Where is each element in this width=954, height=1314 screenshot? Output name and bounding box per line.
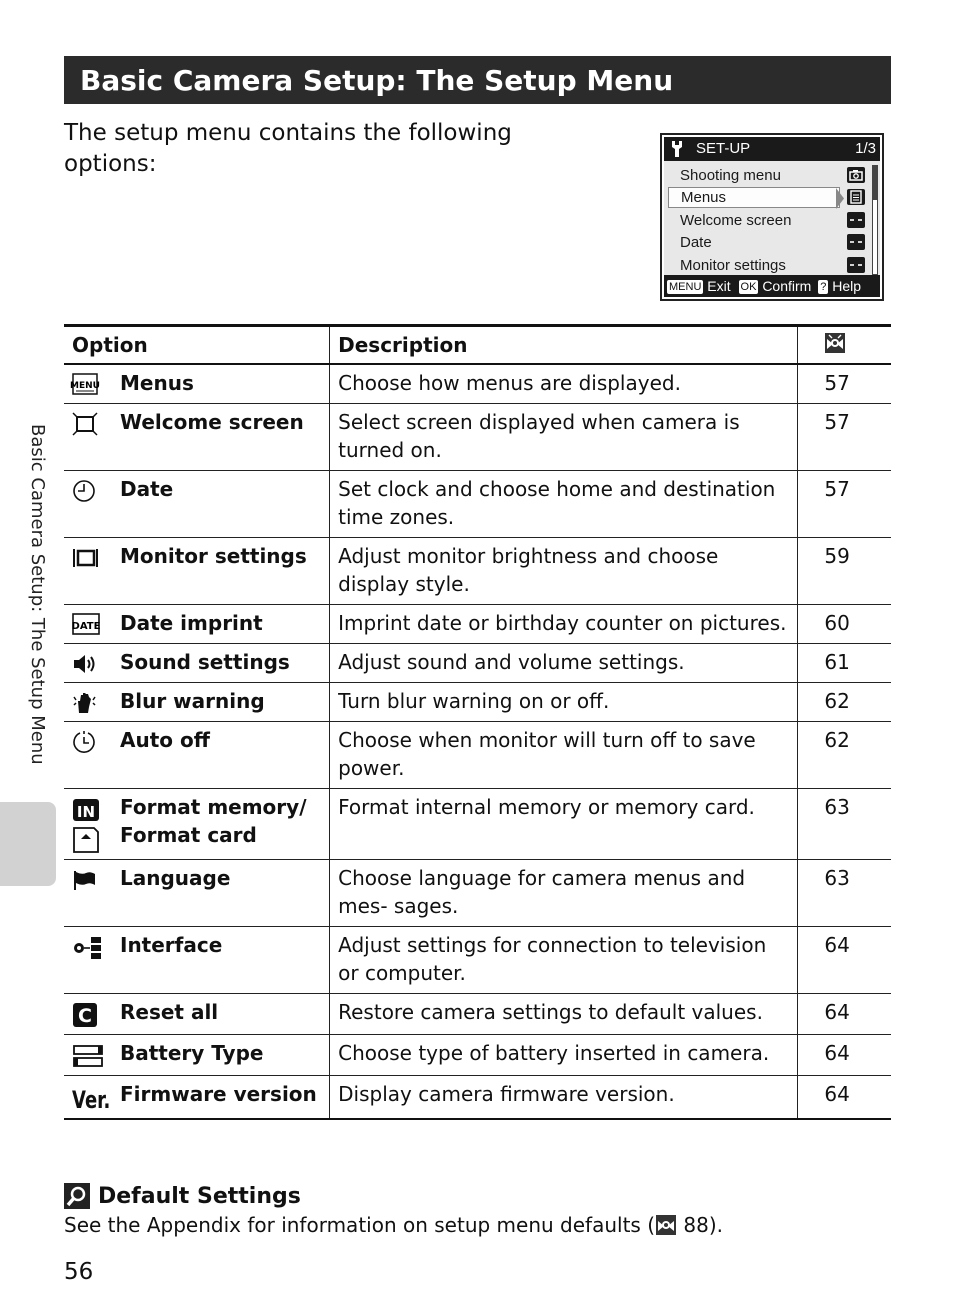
lcd-item-menus-selected: Menus	[668, 187, 840, 208]
table-row	[64, 789, 891, 860]
note-body	[64, 1213, 723, 1237]
page-cell: 63	[798, 789, 891, 860]
option-wrap	[64, 931, 321, 961]
lcd-header-page: 1/3	[855, 140, 876, 157]
page-cell: 60	[798, 605, 891, 644]
page-cell: 57	[798, 471, 891, 538]
note-body-text: See the Appendix for information on setup menu defaults (	[64, 1213, 655, 1237]
lcd-scrollbar	[872, 165, 878, 275]
option-cell	[64, 789, 330, 860]
chapter-side-label: Basic Camera Setup: The Setup Menu	[27, 424, 48, 765]
option-name: Welcome screen	[120, 410, 304, 434]
option-name: Firmware version	[120, 1082, 317, 1106]
option-wrap	[64, 687, 321, 715]
option-wrap	[64, 1080, 321, 1115]
table-row	[64, 683, 891, 722]
option-name: Format memory/ Format card	[120, 795, 307, 847]
option-wrap	[64, 648, 321, 676]
page-number: 56	[64, 1259, 94, 1285]
option-wrap	[64, 726, 321, 754]
option-name: Monitor settings	[120, 544, 307, 568]
header-option: Option	[64, 326, 330, 365]
lcd-scroll-thumb	[873, 166, 877, 200]
lcd-item-shooting-menu: Shooting menu	[680, 167, 781, 184]
option-name: Blur warning	[120, 689, 265, 713]
option-cell	[64, 683, 330, 722]
option-wrap	[64, 793, 321, 853]
table-row	[64, 1035, 891, 1076]
page-cell: 62	[798, 683, 891, 722]
menus-icon	[64, 369, 106, 397]
menu-list-icon	[847, 189, 865, 205]
table-row	[64, 927, 891, 994]
option-name: Auto off	[120, 728, 210, 752]
option-wrap	[64, 1039, 321, 1069]
table-row	[64, 860, 891, 927]
speaker-icon	[64, 648, 106, 676]
table-row	[64, 471, 891, 538]
option-name: Menus	[120, 371, 194, 395]
header-description: Description	[330, 326, 798, 365]
description-cell: Imprint date or birthday counter on pictures.	[330, 605, 798, 644]
note-title: Default Settings	[98, 1183, 301, 1209]
option-name: Sound settings	[120, 650, 290, 674]
menu-key-badge: MENU	[669, 281, 702, 293]
table-header-row	[64, 326, 891, 365]
camera-mode-icon	[847, 167, 865, 183]
clock-icon	[64, 475, 106, 503]
option-name: Battery Type	[120, 1041, 264, 1065]
page-cell: 59	[798, 538, 891, 605]
lcd-item-monitor-settings: Monitor settings	[680, 257, 786, 274]
option-cell	[64, 860, 330, 927]
description-cell: Restore camera settings to default values.	[330, 994, 798, 1035]
lcd-screen	[664, 137, 880, 297]
option-wrap	[64, 542, 321, 570]
description-cell: Choose how menus are displayed.	[330, 364, 798, 404]
page-cell: 57	[798, 364, 891, 404]
option-cell	[64, 1076, 330, 1120]
table-row	[64, 644, 891, 683]
description-cell: Turn blur warning on or off.	[330, 683, 798, 722]
footer-confirm-label: Confirm	[762, 278, 812, 294]
option-cell	[64, 644, 330, 683]
note-page-ref: 88	[683, 1213, 709, 1237]
setup-options-table	[64, 324, 891, 1120]
option-cell	[64, 722, 330, 789]
description-cell: Choose language for camera menus and mes- sages.	[330, 860, 798, 927]
option-cell	[64, 471, 330, 538]
svg-text:IN: IN	[76, 803, 96, 821]
selection-arrow-icon	[836, 188, 844, 209]
description-cell: Choose type of battery inserted in camera.	[330, 1035, 798, 1076]
option-wrap	[64, 998, 321, 1028]
page-cell: 61	[798, 644, 891, 683]
auto-off-timer-icon	[64, 726, 106, 754]
note-body-end: ).	[708, 1213, 723, 1237]
description-cell: Set clock and choose home and destination time zones.	[330, 471, 798, 538]
hand-shake-icon	[64, 687, 106, 715]
svg-text:C: C	[78, 1005, 92, 1027]
header-page-reference	[798, 326, 891, 365]
option-cell	[64, 364, 330, 404]
date-imprint-icon	[64, 609, 106, 637]
svg-text:MENU: MENU	[70, 381, 100, 391]
table-row	[64, 1076, 891, 1120]
page-reference-icon	[824, 332, 846, 354]
option-wrap	[64, 864, 321, 892]
setup-menu-screenshot	[660, 133, 884, 301]
option-name: Interface	[120, 933, 223, 957]
lcd-header-title: SET-UP	[696, 140, 751, 157]
description-cell: Choose when monitor will turn off to save power.	[330, 722, 798, 789]
wrench-icon	[670, 140, 684, 158]
language-flag-icon	[64, 864, 106, 892]
page-cell: 57	[798, 404, 891, 471]
unset-dash-icon	[847, 257, 865, 273]
description-cell: Adjust monitor brightness and choose display style.	[330, 538, 798, 605]
table-row	[64, 538, 891, 605]
footer-exit-label: Exit	[707, 278, 731, 294]
svg-text:DATE: DATE	[71, 621, 101, 632]
option-cell	[64, 605, 330, 644]
table-row	[64, 605, 891, 644]
option-name: Date imprint	[120, 611, 263, 635]
page-cell: 64	[798, 927, 891, 994]
option-cell	[64, 1035, 330, 1076]
table-row	[64, 364, 891, 404]
page-cell: 63	[798, 860, 891, 927]
option-name: Reset all	[120, 1000, 219, 1024]
page-cell: 64	[798, 1076, 891, 1120]
description-cell: Select screen displayed when camera is turned on.	[330, 404, 798, 471]
interface-icon	[64, 931, 106, 961]
unset-dash-icon	[847, 234, 865, 250]
lcd-footer	[664, 275, 880, 297]
note-heading	[64, 1183, 301, 1209]
option-name: Language	[120, 866, 231, 890]
magnifier-note-icon	[64, 1183, 90, 1209]
page-title-text: Basic Camera Setup: The Setup Menu	[80, 63, 674, 97]
lcd-item-welcome-screen: Welcome screen	[680, 212, 792, 229]
page-cell: 64	[798, 1035, 891, 1076]
help-key-badge: ?	[820, 281, 827, 293]
option-cell	[64, 927, 330, 994]
option-wrap	[64, 609, 321, 637]
table-row	[64, 722, 891, 789]
lcd-item-date: Date	[680, 234, 712, 251]
description-cell: Adjust settings for connection to television or computer.	[330, 927, 798, 994]
ver-icon	[64, 1080, 111, 1115]
lcd-header	[664, 137, 880, 161]
page-reference-icon	[655, 1214, 677, 1236]
description-cell: Display camera firmware version.	[330, 1076, 798, 1120]
option-cell	[64, 538, 330, 605]
ok-key-badge: OK	[740, 281, 757, 293]
unset-dash-icon	[847, 212, 865, 228]
option-wrap	[64, 369, 321, 397]
chapter-tab	[0, 802, 56, 886]
page-cell: 62	[798, 722, 891, 789]
page-title	[64, 56, 891, 104]
option-wrap	[64, 475, 321, 503]
option-wrap	[64, 408, 321, 436]
option-cell	[64, 404, 330, 471]
intro-text: The setup menu contains the following options:	[64, 120, 512, 177]
monitor-icon	[64, 542, 106, 570]
welcome-screen-icon	[64, 408, 106, 436]
reset-c-icon	[64, 998, 106, 1028]
footer-help-label: Help	[832, 278, 862, 294]
table-row	[64, 994, 891, 1035]
option-cell	[64, 994, 330, 1035]
svg-text:Ver.: Ver.	[72, 1086, 111, 1115]
page-cell: 64	[798, 994, 891, 1035]
option-name: Date	[120, 477, 174, 501]
battery-type-icon	[64, 1039, 106, 1069]
table-row	[64, 404, 891, 471]
description-cell: Adjust sound and volume settings.	[330, 644, 798, 683]
format-memory-icon	[64, 793, 106, 853]
description-cell: Format internal memory or memory card.	[330, 789, 798, 860]
